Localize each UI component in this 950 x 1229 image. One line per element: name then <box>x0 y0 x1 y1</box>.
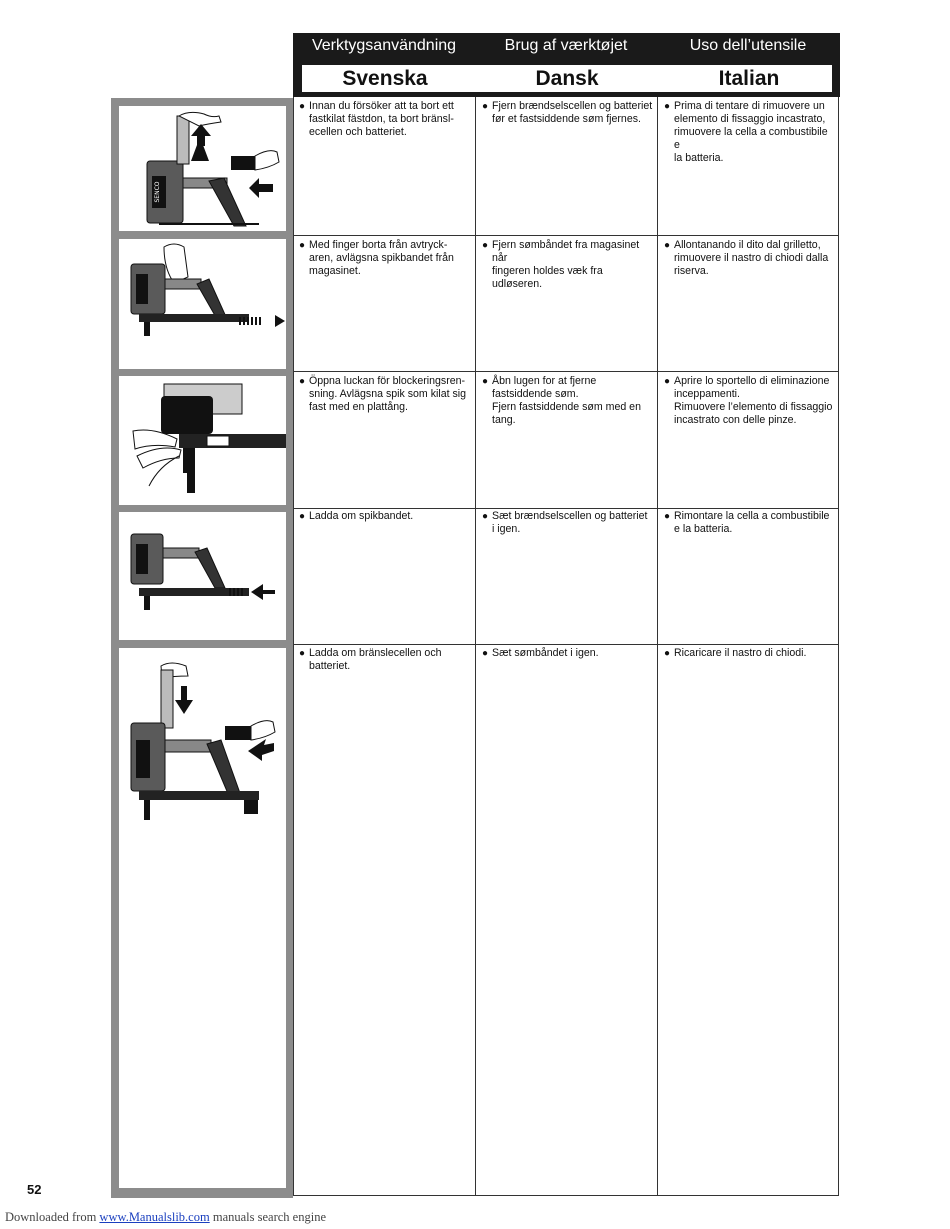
language-bar <box>301 64 833 93</box>
column-title-svenska: Verktygsanvändning <box>311 37 457 54</box>
language-svenska: Svenska <box>342 67 428 90</box>
grid-line <box>293 97 294 1195</box>
manualslib-link[interactable]: www.Manualslib.com <box>99 1210 210 1224</box>
bullet-icon: ● <box>299 648 306 659</box>
language-dansk: Dansk <box>535 67 599 90</box>
page-number: 52 <box>27 1182 42 1197</box>
bullet-icon: ● <box>482 648 489 659</box>
instruction-da: ● Åbn lugen for at fjerne fastsiddende søm. Fjern fastsiddende søm med en tang. <box>482 375 641 426</box>
language-italian: Italian <box>718 67 780 90</box>
footer-suffix: manuals search engine <box>212 1210 326 1224</box>
instruction-it: ● Prima di tentare di rimuovere un elemento di fissaggio incastrato, rimuovere la cella a combustibile e la batteria. <box>664 100 828 164</box>
grid-line <box>838 97 839 1195</box>
illustration-reload-nail-strip <box>119 512 286 640</box>
instruction-da: ● Sæt sømbåndet i igen. <box>482 647 599 659</box>
grid-line <box>293 508 839 509</box>
bullet-icon: ● <box>299 240 306 251</box>
instruction-da: ● Fjern brændselscellen og batteriet før et fastsiddende søm fjernes. <box>482 100 653 125</box>
bullet-icon: ● <box>299 376 306 387</box>
illustration-open-jam-door <box>119 376 286 505</box>
grid-line <box>293 371 839 372</box>
instruction-sv: ● Ladda om spikbandet. <box>299 510 414 522</box>
bullet-icon: ● <box>482 101 489 112</box>
bullet-icon: ● <box>664 511 671 522</box>
grid-line <box>657 97 658 1195</box>
column-title-italian: Uso dell’utensile <box>689 37 807 54</box>
bullet-icon: ● <box>664 376 671 387</box>
grid-line <box>293 644 839 645</box>
table-header <box>293 33 840 97</box>
instruction-sv: ● Innan du försöker att ta bort ett fastkilat fästdon, ta bort bränsl- ecellen och batteriet. <box>299 100 454 138</box>
instruction-it: ● Ricaricare il nastro di chiodi. <box>664 647 807 659</box>
footer-prefix: Downloaded from <box>5 1210 97 1224</box>
bullet-icon: ● <box>664 648 671 659</box>
bullet-icon: ● <box>299 101 306 112</box>
instruction-it: ● Aprire lo sportello di eliminazione inceppamenti. Rimuovere l’elemento di fissaggio incastrato con delle pinze. <box>664 375 833 426</box>
grid-line <box>475 97 476 1195</box>
instruction-da: ● Fjern sømbåndet fra magasinet når fingeren holdes væk fra udløseren. <box>482 239 640 290</box>
illustration-reinsert-fuel-cell <box>119 648 286 1188</box>
illustration-remove-fuel-cell <box>119 106 286 231</box>
bullet-icon: ● <box>299 511 306 522</box>
footer <box>5 1210 326 1225</box>
grid-line <box>293 1195 839 1196</box>
bullet-icon: ● <box>482 376 489 387</box>
brand-logo: SENCO <box>154 181 161 203</box>
instruction-sv: ● Ladda om bränslecellen och batteriet. <box>299 647 442 672</box>
illustration-remove-nail-strip <box>119 239 286 369</box>
bullet-icon: ● <box>664 101 671 112</box>
illustration-column <box>111 98 293 1198</box>
column-title-dansk: Brug af værktøjet <box>504 37 628 54</box>
instruction-sv: ● Öppna luckan för blockeringsren- sning. Avlägsna spik som kilat sig fast med en plattång. <box>299 375 467 413</box>
bullet-icon: ● <box>482 240 489 251</box>
grid-line <box>293 235 839 236</box>
bullet-icon: ● <box>664 240 671 251</box>
instruction-sv: ● Med finger borta från avtryck- aren, avlägsna spikbandet från magasinet. <box>299 239 454 277</box>
bullet-icon: ● <box>482 511 489 522</box>
instruction-da: ● Sæt brændselscellen og batteriet i igen. <box>482 510 648 535</box>
instruction-it: ● Rimontare la cella a combustibile e la batteria. <box>664 510 830 535</box>
instruction-it: ● Allontanando il dito dal grilletto, rimuovere il nastro di chiodi dalla riserva. <box>664 239 829 277</box>
